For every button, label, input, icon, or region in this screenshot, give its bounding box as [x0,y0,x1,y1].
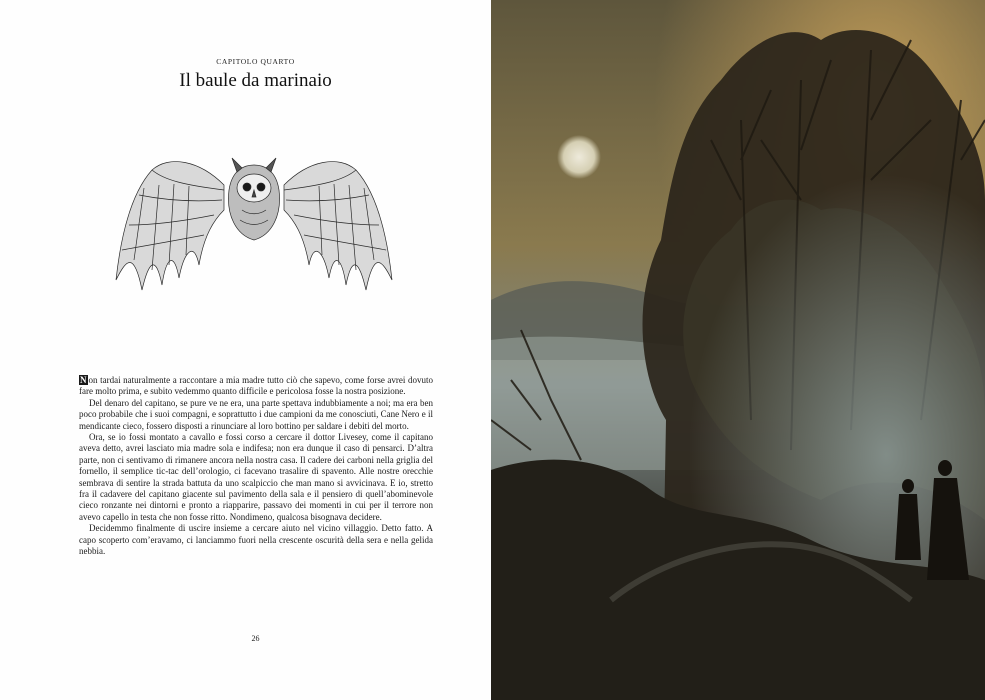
body-text [79,375,433,558]
dropcap: N [80,375,87,385]
paragraph: Ora, se io fossi montato a cavallo e fossi corso a cercare il dottor Livesey, come il capitano aveva detto, avrei lasciato mia madre sola e indifesa; non era dunque il caso di pensarci. D’altra parte, non ci sentivamo di rimanere ancora nella nostra casa. Il cadere dei carboni nella griglia del fornello, il semplice tic-tac dell’orologio, ci facevano trasalire di spavento. Alle nostre orecchie sembrava di sentire la strada battuta da uno scalpiccio che man mano si avvicinava. E io, stretto fra il cadavere del capitano giacente sul pavimento della sala e il pensiero di quell’abominevole cieco ronzante nei dintorni e pronto a riapparire, passavo dei momenti in cui per il terrore non avevo capello in testa che non fosse ritto. Nondimeno, qualcosa bisognava decidere. [79,432,433,522]
chapter-label: CAPITOLO QUARTO [216,57,295,66]
owl-illustration-icon [104,140,404,300]
paragraph: Del denaro del capitano, se pure ve ne era, una parte spettava indubbiamente a noi; ma era ben poco probabile che i suoi compagni, e soprattutto i due campioni da me conosciuti, Cane Nero e il mendicante cieco, fossero disposti a rinunciare al loro bottino per saldare i debiti del morto. [79,397,433,431]
left-page [0,0,491,700]
chapter-title: Il baule da marinaio [179,70,332,91]
night-landscape-painting-icon [491,0,985,700]
page-number: 26 [251,634,260,643]
paragraph: Decidemmo finalmente di uscire insieme a cercare aiuto nel vicino villaggio. Detto fatto. A capo scoperto com’eravamo, ci lanciammo fuori nella crescente oscurità della sera e nella gelida nebbia. [79,523,433,557]
right-page [491,0,985,700]
paragraph-text: on tardai naturalmente a raccontare a mia madre tutto ciò che sapevo, come forse avrei dovuto fare molto prima, e subito vedemmo quanto difficile e pericolosa fosse la nostra posizione. [79,375,433,397]
paragraph [79,375,433,398]
